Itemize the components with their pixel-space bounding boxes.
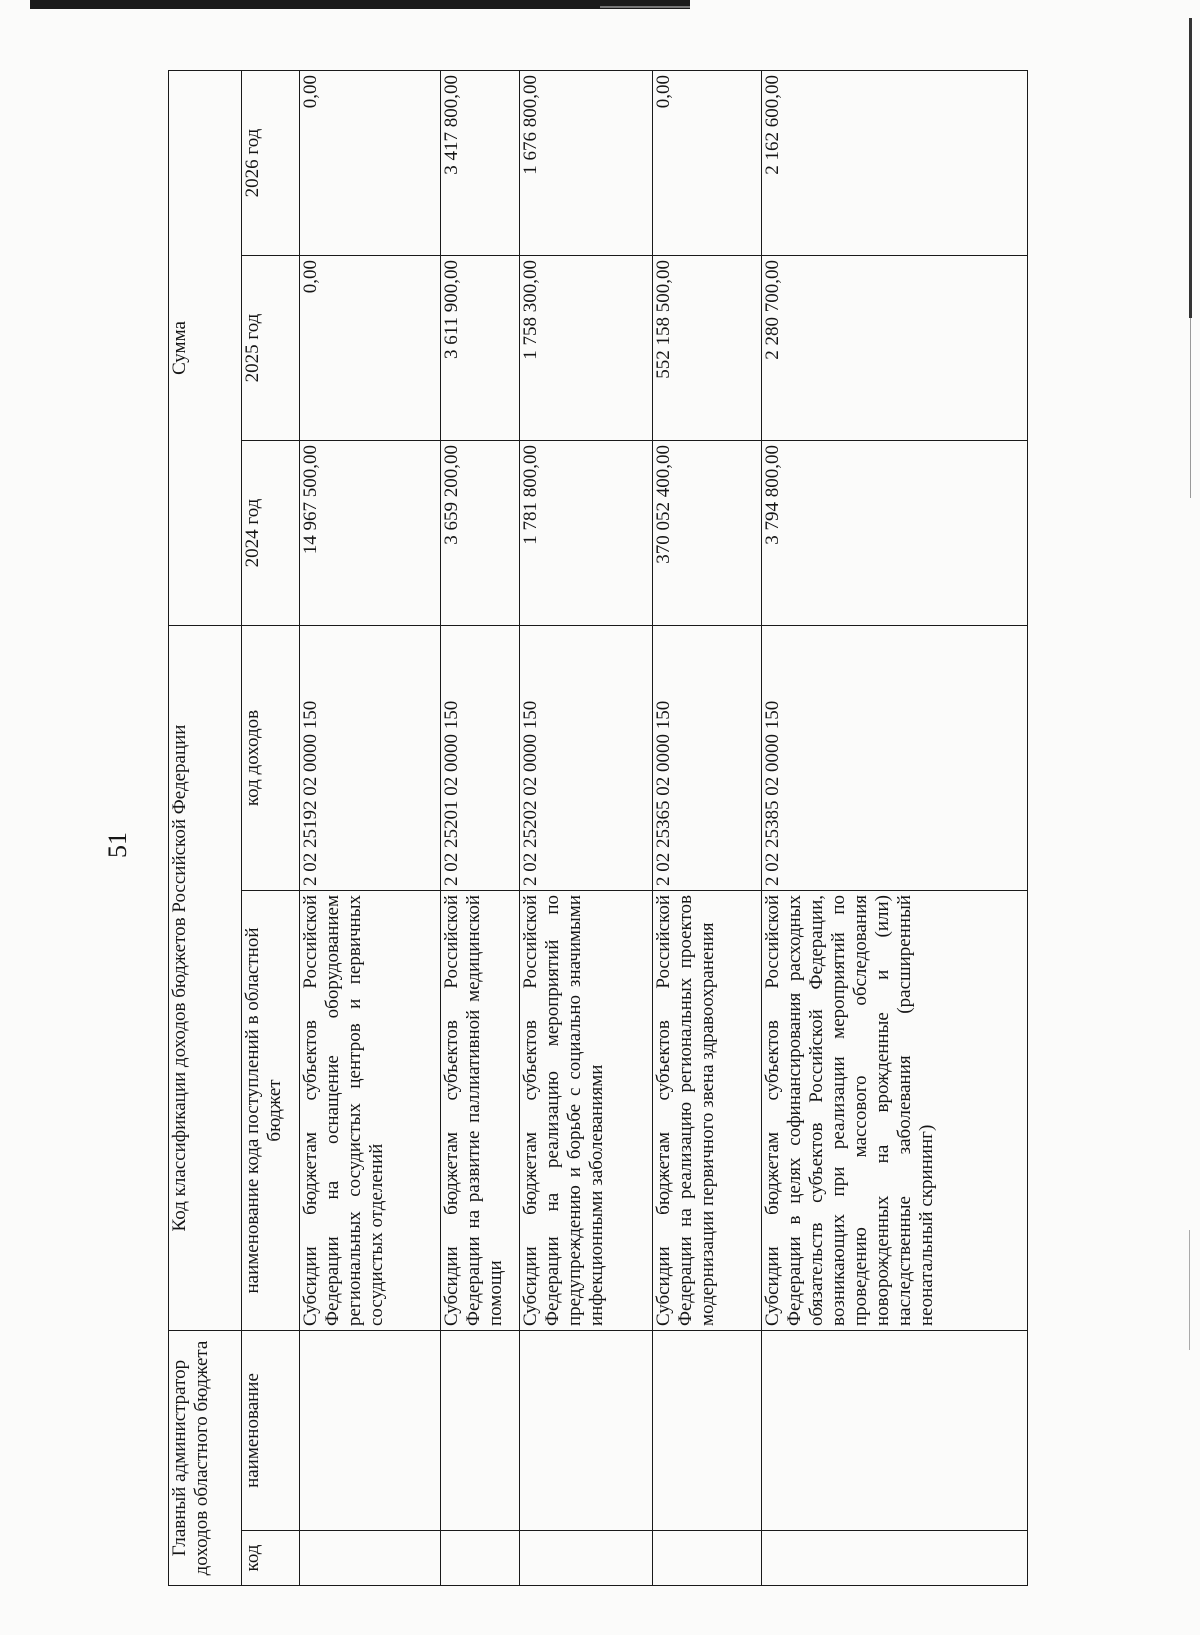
table-row [653, 71, 762, 1586]
row-sum-2024: 3 659 200,00 [440, 441, 519, 626]
page-number: 51 [103, 832, 132, 858]
row-sum-2025: 1 758 300,00 [519, 256, 652, 441]
scan-edge-line-faint [1190, 318, 1191, 498]
row-sum-2025: 552 158 500,00 [653, 256, 762, 441]
scan-top-rule-tail [600, 6, 690, 8]
header-year-2024: 2024 год [241, 441, 299, 626]
row-sum-2025: 2 280 700,00 [762, 256, 1028, 441]
row-admin-name [300, 1331, 441, 1531]
row-admin-code [762, 1531, 1028, 1586]
row-description: Субсидии бюджетам субъектов Российской Федерации в целях софинансирования расходных обязательств субъектов Российской Федерации, возникающих при реализации мероприятий по проведению массового обследования новорожденных на врожденные и (или) наследственные заболевания (расширенный неонатальный скрининг) [762, 891, 1028, 1331]
scan-edge-line-lower [1189, 1230, 1190, 1350]
table-row [300, 71, 441, 1586]
header-row-1 [169, 71, 242, 1586]
row-sum-2026: 1 676 800,00 [519, 71, 652, 256]
table-row [440, 71, 519, 1586]
row-admin-name [440, 1331, 519, 1531]
row-description: Субсидии бюджетам субъектов Российской Федерации на реализацию мероприятий по предупреждению и борьбе с социально значимыми инфекционными заболеваниями [519, 891, 652, 1331]
header-admin-code: код [241, 1531, 299, 1586]
row-income-code: 2 02 25202 02 0000 150 [519, 626, 652, 891]
row-income-code: 2 02 25192 02 0000 150 [300, 626, 441, 891]
header-classification-name: наименование кода поступлений в областной бюджет [241, 891, 299, 1331]
row-sum-2026: 2 162 600,00 [762, 71, 1028, 256]
row-sum-2024: 370 052 400,00 [653, 441, 762, 626]
row-admin-code [300, 1531, 441, 1586]
header-classification-group: Код классификации доходов бюджетов Российской Федерации [169, 626, 242, 1331]
row-admin-name [653, 1331, 762, 1531]
header-year-2026: 2026 год [241, 71, 299, 256]
income-table [168, 70, 1028, 1586]
row-description: Субсидии бюджетам субъектов Российской Федерации на реализацию региональных проектов модернизации первичного звена здравоохранения [653, 891, 762, 1331]
row-admin-code [440, 1531, 519, 1586]
header-year-2025: 2025 год [241, 256, 299, 441]
row-sum-2024: 3 794 800,00 [762, 441, 1028, 626]
row-admin-name [762, 1331, 1028, 1531]
row-sum-2024: 14 967 500,00 [300, 441, 441, 626]
header-classification-code: код доходов [241, 626, 299, 891]
row-income-code: 2 02 25365 02 0000 150 [653, 626, 762, 891]
header-admin-name: наименование [241, 1331, 299, 1531]
row-sum-2026: 0,00 [300, 71, 441, 256]
row-description: Субсидии бюджетам субъектов Российской Федерации на развитие паллиативной медицинской помощи [440, 891, 519, 1331]
row-admin-code [653, 1531, 762, 1586]
table-row [519, 71, 652, 1586]
row-sum-2026: 3 417 800,00 [440, 71, 519, 256]
rotated-table-wrapper [168, 71, 1028, 1586]
row-sum-2026: 0,00 [653, 71, 762, 256]
scan-edge-line [1189, 18, 1192, 318]
row-sum-2025: 3 611 900,00 [440, 256, 519, 441]
header-sum-group: Сумма [169, 71, 242, 626]
header-admin-group: Главный администратор доходов областного бюджета [169, 1331, 242, 1586]
row-sum-2024: 1 781 800,00 [519, 441, 652, 626]
scan-top-rule [30, 0, 690, 9]
row-sum-2025: 0,00 [300, 256, 441, 441]
row-income-code: 2 02 25385 02 0000 150 [762, 626, 1028, 891]
row-admin-name [519, 1331, 652, 1531]
table-row [762, 71, 1028, 1586]
header-row-2 [241, 71, 299, 1586]
row-description: Субсидии бюджетам субъектов Российской Федерации на оснащение оборудованием региональных сосудистых центров и первичных сосудистых отделений [300, 891, 441, 1331]
row-admin-code [519, 1531, 652, 1586]
row-income-code: 2 02 25201 02 0000 150 [440, 626, 519, 891]
